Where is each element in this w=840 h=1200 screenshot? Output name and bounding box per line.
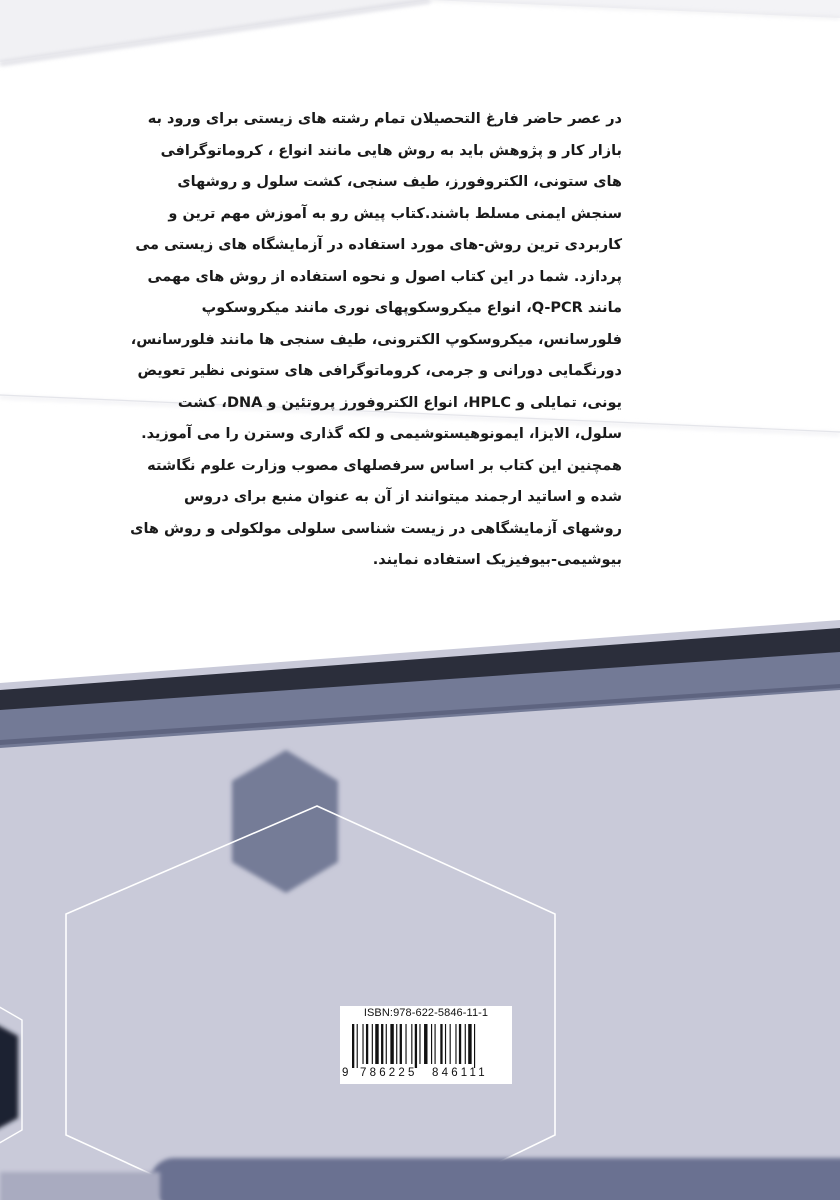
barcode-bar <box>386 1024 387 1064</box>
barcode-left-digits: 786225 <box>360 1067 418 1079</box>
description-line: بیوشیمی-بیوفیزیک استفاده نمایند. <box>372 552 622 568</box>
description-line: دورنگمایی دورانی و جرمی، کروماتوگرافی های ستونی نظیر تعویض <box>137 363 622 379</box>
barcode-bar <box>465 1024 466 1064</box>
barcode-bar <box>405 1024 406 1064</box>
barcode-lead-digit: 9 <box>342 1067 349 1079</box>
description-line: سنجش ایمنی مسلط باشند.کتاب پیش رو به آموزش مهم ترین و <box>168 205 622 222</box>
barcode-bar <box>400 1024 402 1064</box>
barcode-right-digits: 846111 <box>432 1067 488 1079</box>
description-line: شده و اساتید ارجمند میتوانند از آن به عنوان منبع برای دروس <box>184 489 622 505</box>
barcode-bar <box>375 1024 378 1064</box>
description-line: فلورسانس، میکروسکوپ الکترونی، طیف سنجی ها مانند فلورسانس، <box>130 331 622 348</box>
barcode-bar <box>362 1024 363 1064</box>
description-line: های ستونی، الکتروفورز، طیف سنجی، کشت سلول و روشهای <box>177 174 622 190</box>
barcode-bar <box>352 1024 354 1068</box>
barcode-bar <box>431 1024 432 1064</box>
description-line: سلول، الایزا، ایمونوهیستوشیمی و لکه گذاری وسترن را می آموزید. <box>141 426 622 442</box>
description-line: یونی، تمایلی و HPLC، انواع الکتروفورز پروتئین و DNA، کشت <box>177 394 622 411</box>
description-line: در عصر حاضر فارغ التحصیلان تمام رشته های زیستی برای ورود به <box>147 111 622 127</box>
barcode-bar <box>396 1024 397 1064</box>
barcode-bar <box>440 1024 442 1064</box>
barcode-bar <box>381 1024 383 1064</box>
description-line: مانند Q-PCR، انواع میکروسکوپهای نوری مانند میکروسکوپ <box>201 300 622 316</box>
description-line: روشهای آزمایشگاهی در زیست شناسی سلولی مولکولی و روش های <box>130 520 622 537</box>
description-line: همچنین این کتاب بر اساس سرفصلهای مصوب وزارت علوم نگاشته <box>147 457 622 474</box>
barcode-bar <box>419 1024 420 1064</box>
barcode-bar <box>468 1024 471 1064</box>
description-line: پردازد. شما در این کتاب اصول و نحوه استفاده از روش های مهمی <box>147 268 622 285</box>
barcode-bar <box>459 1024 461 1064</box>
isbn-barcode <box>340 1006 512 1084</box>
barcode-bar <box>450 1024 451 1064</box>
barcode-bar <box>372 1024 373 1064</box>
barcode-bar <box>366 1024 368 1064</box>
isbn-label: ISBN:978-622-5846-11-1 <box>363 1007 489 1019</box>
back-cover-description <box>130 104 622 577</box>
barcode-bar <box>390 1024 393 1064</box>
barcode-bar <box>474 1024 475 1068</box>
barcode-bar <box>445 1024 446 1064</box>
barcode-bar <box>455 1024 456 1064</box>
description-line: کاربردی ترین روش-های مورد استفاده در آزمایشگاه های زیستی می <box>135 237 622 253</box>
barcode-bar <box>435 1024 436 1064</box>
barcode-bar <box>415 1024 417 1068</box>
barcode-bar <box>357 1024 358 1068</box>
barcode-bar <box>411 1024 412 1064</box>
barcode-bars <box>350 1024 502 1068</box>
barcode-bar <box>424 1024 427 1064</box>
description-line: بازار کار و پژوهش باید به روش هایی مانند انواع ، کروماتوگرافی <box>160 142 622 159</box>
diagonal-bands-decoration <box>0 620 840 1200</box>
